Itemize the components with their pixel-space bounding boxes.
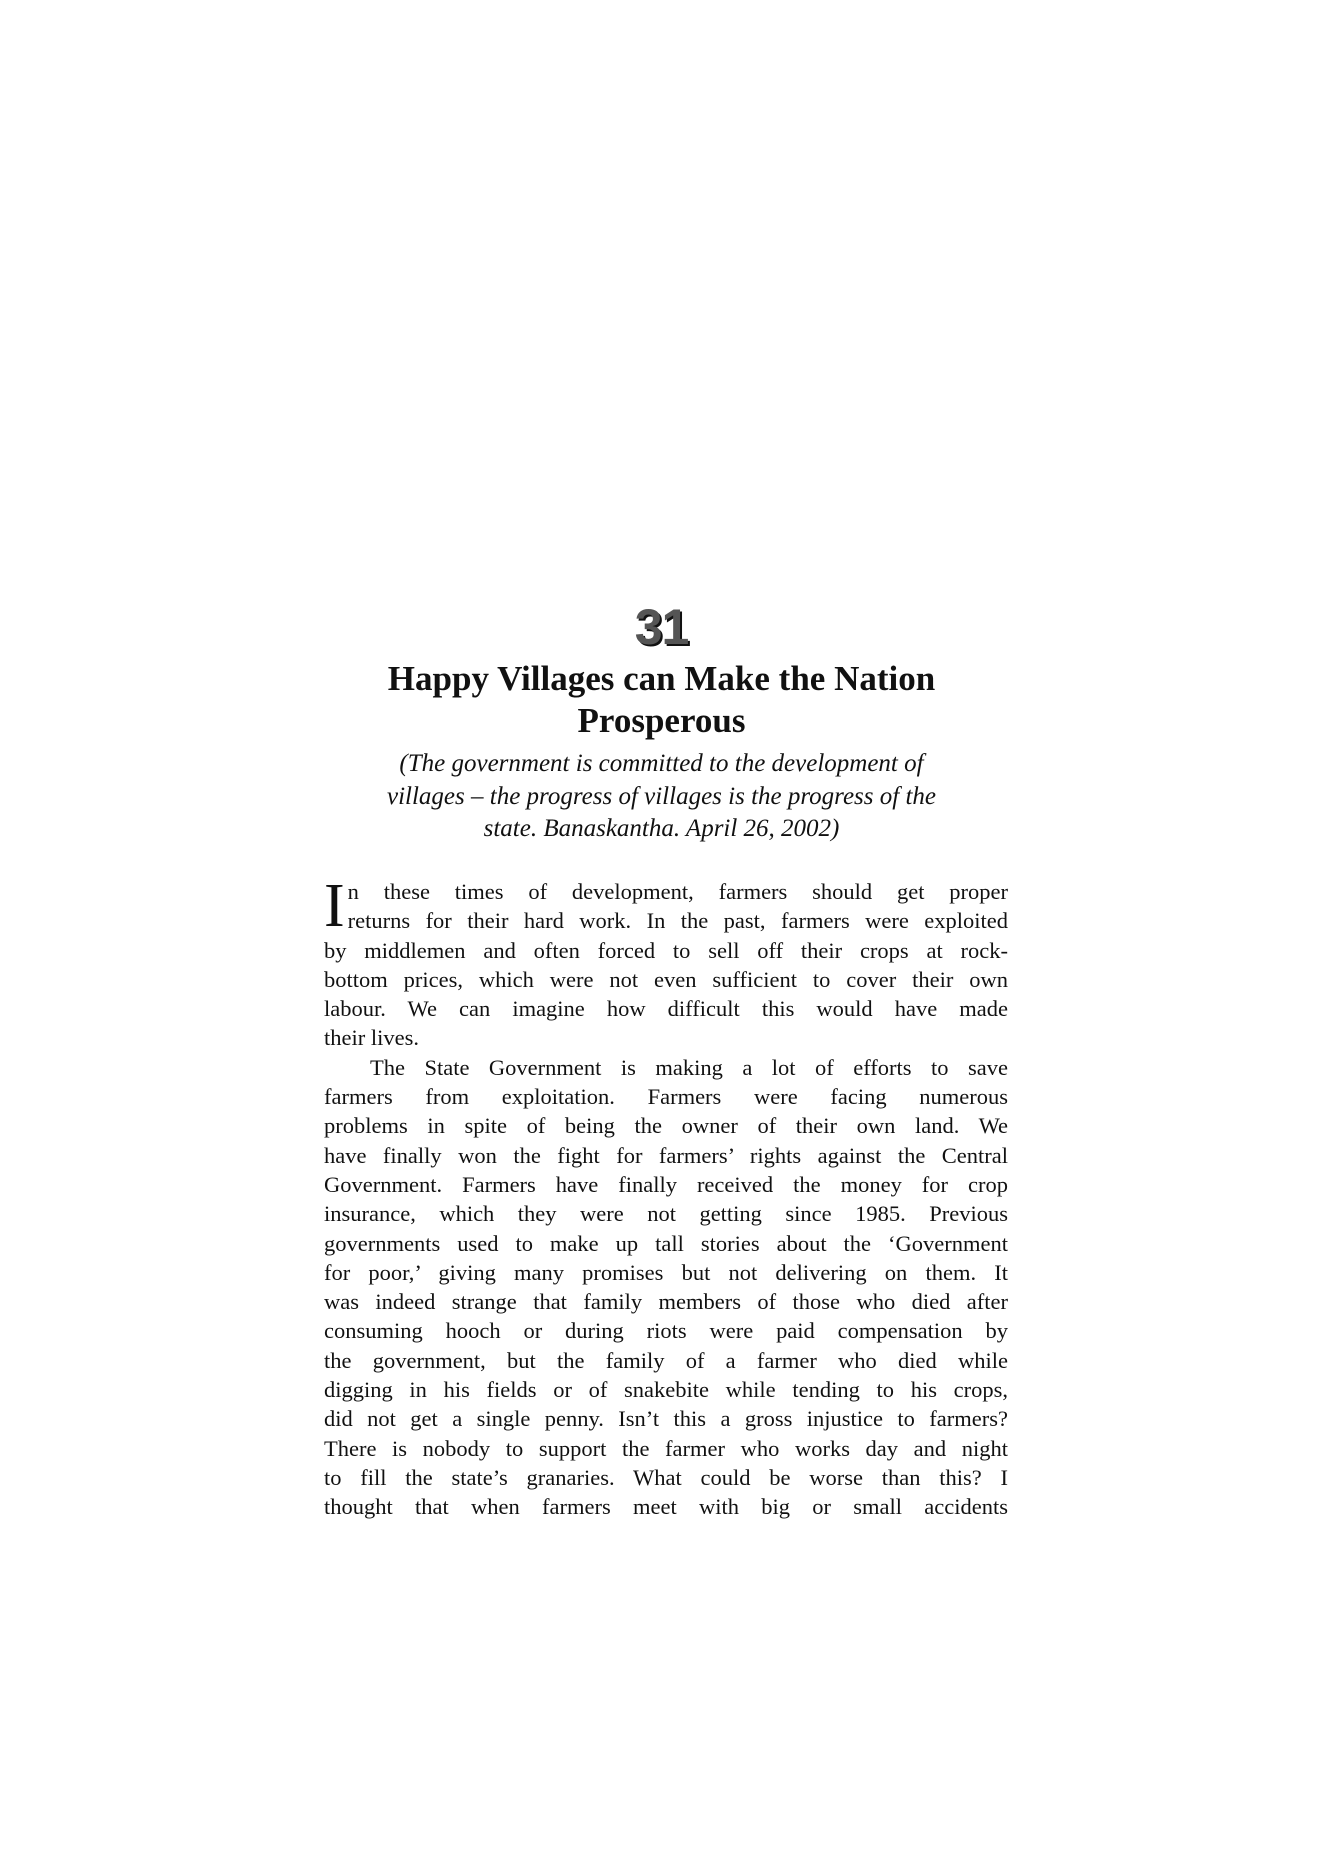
subtitle-line: (The government is committed to the development of (399, 750, 924, 777)
text-line: returns for their hard work. In the past, farmers were exploited (347, 908, 1008, 934)
text-line: the government, but the family of a farmer who died while (324, 1347, 1008, 1373)
text-line: insurance, which they were not getting since 1985. Previous (324, 1201, 1008, 1227)
text-line: The State Government is making a lot of efforts to save (370, 1054, 1008, 1080)
chapter-number: 31 (634, 599, 689, 655)
chapter-title: Happy Villages can Make the Nation Prosperous (387, 659, 936, 740)
chapter-subtitle (310, 748, 1013, 846)
text-line: governments used to make up tall stories about the ‘Government (324, 1230, 1008, 1256)
text-line: did not get a single penny. Isn’t this a gross injustice to farmers? (324, 1406, 1008, 1432)
subtitle-line: villages – the progress of villages is the progress of the (386, 782, 937, 810)
body-text (324, 872, 1008, 1522)
text-line: was indeed strange that family members of those who died after (324, 1289, 1008, 1315)
text-line: their lives. (324, 1025, 419, 1051)
text-line: labour. We can imagine how difficult this would have made (324, 996, 1008, 1022)
text-line: bottom prices, which were not even sufficient to cover their own (324, 966, 1008, 992)
text-line: There is nobody to support the farmer who works day and night (324, 1435, 1008, 1461)
text-line: digging in his fields or of snakebite while tending to his crops, (324, 1377, 1008, 1403)
text-line: n these times of development, farmers should get proper (347, 879, 1008, 904)
text-line: for poor,’ giving many promises but not delivering on them. It (324, 1259, 1008, 1285)
subtitle-line: state. Banaskantha. April 26, 2002) (483, 815, 840, 842)
text-line: to fill the state’s granaries. What could be worse than this? I (324, 1464, 1008, 1490)
text-line: farmers from exploitation. Farmers were facing numerous (324, 1084, 1008, 1110)
drop-cap: I (324, 872, 345, 940)
text-line: problems in spite of being the owner of their own land. We (324, 1113, 1008, 1139)
paragraph-2 (324, 1053, 1008, 1522)
paragraph-1 (324, 872, 1008, 1053)
text-line: thought that when farmers meet with big or small accidents (324, 1494, 1008, 1520)
text-line: consuming hooch or during riots were paid compensation by (324, 1318, 1008, 1344)
text-line: by middlemen and often forced to sell off their crops at rock- (324, 937, 1008, 963)
text-line: Government. Farmers have finally received the money for crop (324, 1171, 1008, 1197)
text-line: have finally won the fight for farmers’ rights against the Central (324, 1142, 1008, 1168)
